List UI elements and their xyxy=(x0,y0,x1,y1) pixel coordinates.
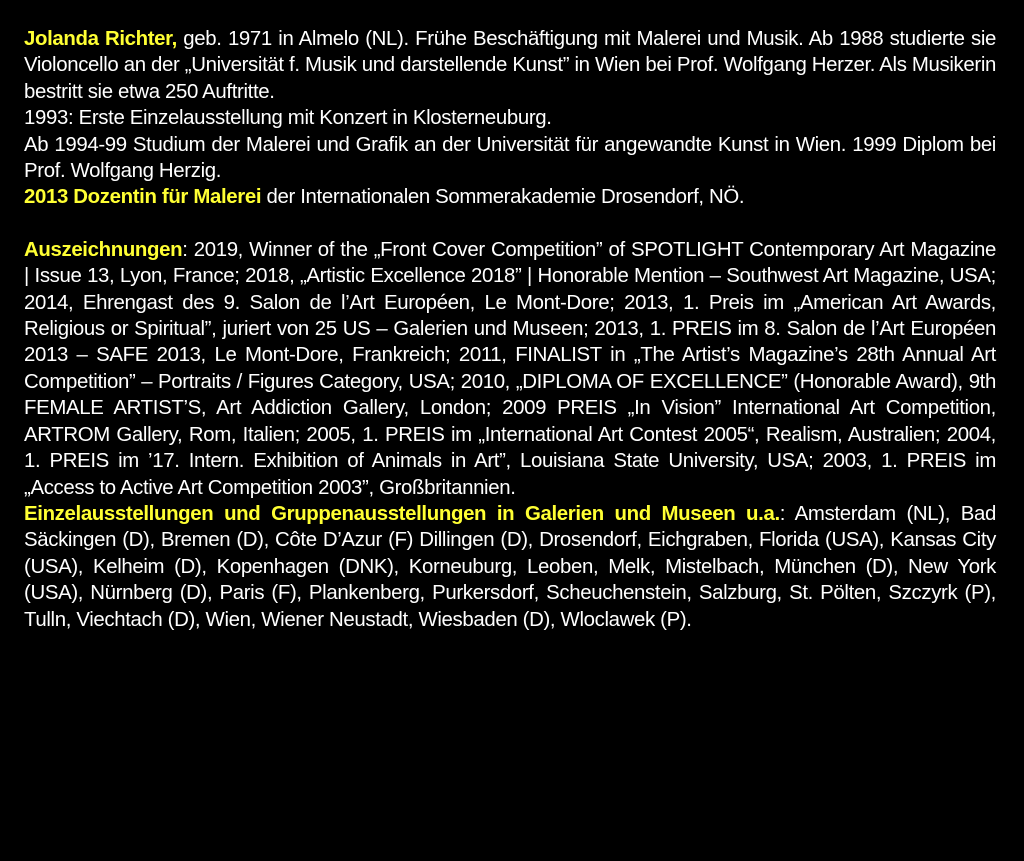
exhibitions-text: : Amsterdam (NL), Bad Säckingen (D), Bremen (D), Côte D’Azur (F) Dillingen (D), Drosendorf, Eichgraben, Florida (USA), Kansas City (USA), Kelheim (D), Kopenhagen (DNK), Korneuburg, Leoben, Melk, Mistelbach, München (D), New York (USA), Nürnberg (D), Paris (F), Plankenberg, Purkersdorf, Scheuchenstein, Salzburg, St. Pölten, Szczyrk (P), Tulln, Viechtach (D), Wien, Wiener Neustadt, Wiesbaden (D), Wloclawek (P). xyxy=(24,502,996,631)
bio-lecturer-line xyxy=(24,184,996,210)
biography-document xyxy=(24,26,996,633)
awards-paragraph xyxy=(24,237,996,501)
exhibitions-heading: Einzelausstellungen und Gruppenausstellungen in Galerien und Museen u.a. xyxy=(24,502,780,525)
bio-intro-text: geb. 1971 in Almelo (NL). Frühe Beschäftigung mit Malerei und Musik. Ab 1988 studierte sie Violoncello an der „Universität f. Musik und darstellende Kunst” in Wien bei Prof. Wolfgang Herzer. Als Musikerin bestritt sie etwa 250 Auftritte. xyxy=(24,28,996,103)
bio-1994-line: Ab 1994-99 Studium der Malerei und Grafik an der Universität für angewandte Kunst in Wien. 1999 Diplom bei Prof. Wolfgang Herzig. xyxy=(24,133,996,183)
artist-name: Jolanda Richter, xyxy=(24,28,177,50)
lecturer-text: der Internationalen Sommerakademie Drosendorf, NÖ. xyxy=(261,186,745,209)
bio-1993-line: 1993: Erste Einzelausstellung mit Konzert in Klosterneuburg. xyxy=(24,107,552,130)
paragraph-spacer xyxy=(24,211,996,237)
lecturer-highlight: 2013 Dozentin für Malerei xyxy=(24,186,262,209)
exhibitions-paragraph xyxy=(24,501,996,633)
bio-intro-paragraph xyxy=(24,26,996,105)
awards-text: : 2019, Winner of the „Front Cover Competition” of SPOTLIGHT Contemporary Art Magazine | Issue 13, Lyon, France; 2018, „Artistic Excellence 2018” | Honorable Mention – Southwest Art Magazine, USA; 2014, Ehrengast des 9. Salon de l’Art Européen, Le Mont-Dore; 2013, 1. Preis im „American Art Awards, Religious or Spiritual”, juriert von 25 US – Galerien und Museen; 2013, 1. PREIS im 8. Salon de l’Art Européen 2013 – SAFE 2013, Le Mont-Dore, Frankreich; 2011, FINALIST in „The Artist’s Magazine’s 28th Annual Art Competition” – Portraits / Figures Category, USA; 2010, „DIPLOMA OF EXCELLENCE” (Honorable Award), 9th FEMALE ARTIST’S, Art Addiction Gallery, London; 2009 PREIS „In Vision” International Art Competition, ARTROM Gallery, Rom, Italien; 2005, 1. PREIS im „International Art Contest 2005“, Realism, Australien; 2004, 1. PREIS im ’17. Intern. Exhibition of Animals in Art”, Louisiana State University, USA; 2003, 1. PREIS im „Access to Active Art Competition 2003”, Großbritannien. xyxy=(24,238,996,499)
awards-heading: Auszeichnungen xyxy=(24,238,183,261)
